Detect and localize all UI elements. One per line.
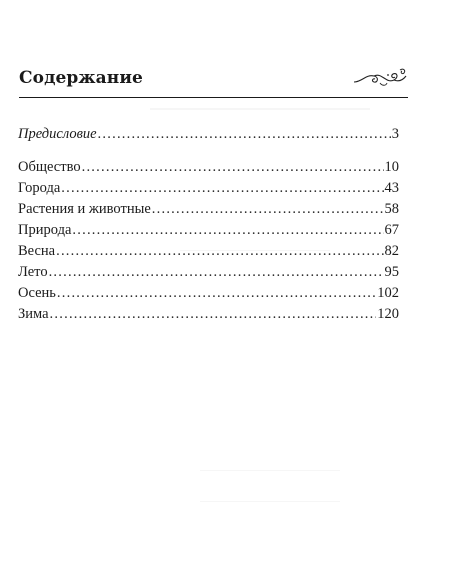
- toc-entry-page: 43: [384, 180, 399, 196]
- toc-entry-nature: [18, 221, 399, 239]
- leader-dots: [56, 242, 383, 260]
- toc-entry-page: 95: [384, 264, 399, 280]
- leader-dots: [50, 305, 377, 323]
- toc-entry-page: 120: [377, 306, 399, 322]
- leader-dots: [152, 200, 384, 218]
- toc-entry-label: Общество: [18, 159, 81, 175]
- toc-entry-label: Предисловие: [18, 126, 97, 142]
- toc-entry-preface: [18, 125, 399, 143]
- leader-dots: [57, 284, 376, 302]
- toc-entry-label: Города: [18, 180, 61, 196]
- toc-entry-page: 3: [391, 126, 399, 142]
- toc-entry-winter: [18, 305, 399, 323]
- toc-header: [19, 66, 408, 96]
- flourish-ornament-icon: [352, 66, 408, 90]
- toc-entry-page: 82: [384, 243, 399, 259]
- leader-dots: [98, 125, 391, 143]
- toc-entry-page: 102: [377, 285, 399, 301]
- toc-entry-plants-animals: [18, 200, 399, 218]
- toc-entry-label: Осень: [18, 285, 56, 301]
- show-through-decoration: [200, 470, 340, 502]
- toc-entry-society: [18, 158, 399, 176]
- leader-dots: [72, 221, 383, 239]
- leader-dots: [61, 179, 383, 197]
- toc-entry-autumn: [18, 284, 399, 302]
- header-divider: [19, 97, 408, 98]
- toc-entry-summer: [18, 263, 399, 281]
- toc-entry-label: Природа: [18, 222, 72, 238]
- toc-entry-label: Зима: [18, 306, 49, 322]
- leader-dots: [82, 158, 384, 176]
- toc-entry-label: Лето: [18, 264, 48, 280]
- toc-entry-page: 67: [384, 222, 399, 238]
- toc-entry-label: Весна: [18, 243, 56, 259]
- toc-entry-page: 58: [384, 201, 399, 217]
- toc-entry-page: 10: [384, 159, 399, 175]
- leader-dots: [49, 263, 384, 281]
- toc-title: Содержание: [19, 68, 143, 88]
- toc-entry-cities: [18, 179, 399, 197]
- toc-entry-label: Растения и животные: [18, 201, 151, 217]
- toc-entry-spring: [18, 242, 399, 260]
